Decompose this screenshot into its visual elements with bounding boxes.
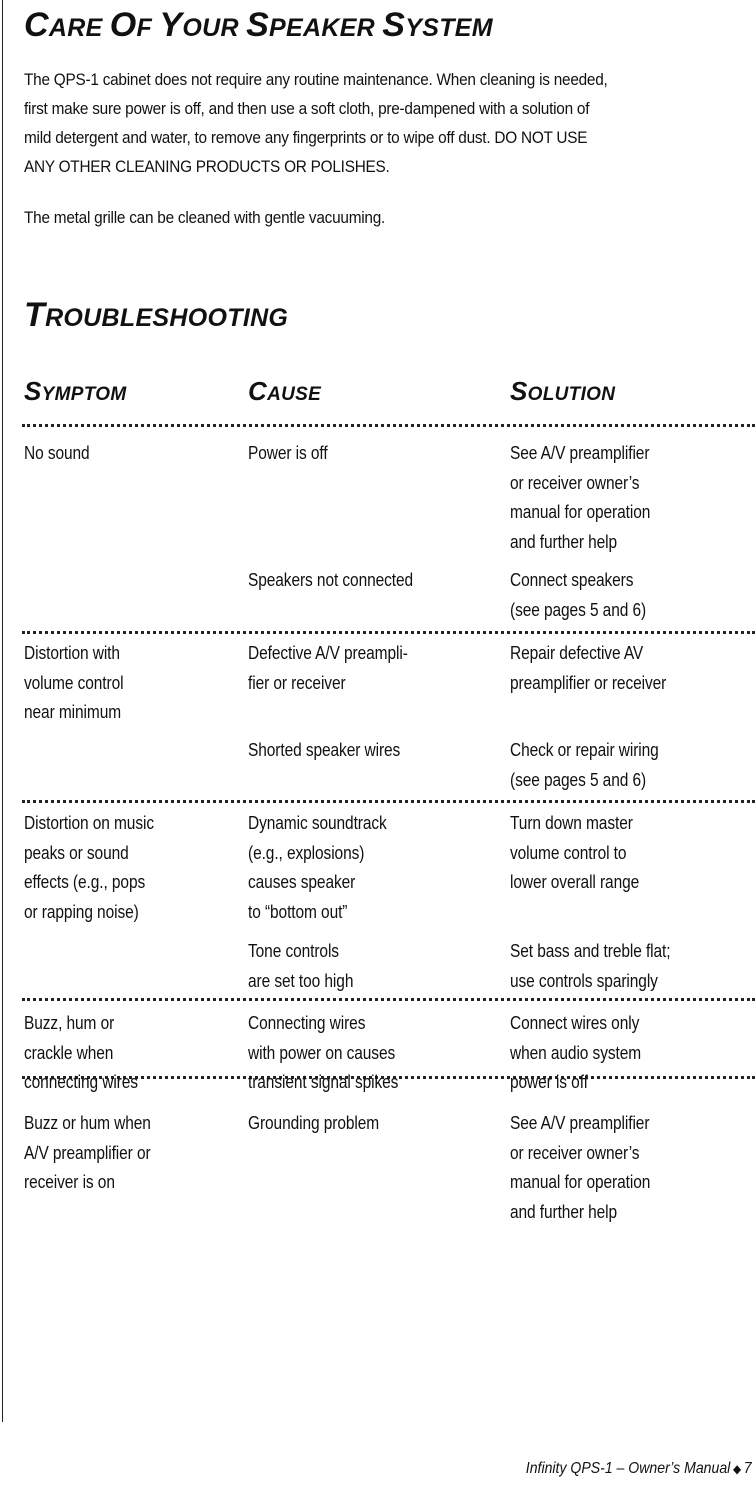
solution-line: (see pages 5 and 6) xyxy=(510,769,647,790)
solution-cell xyxy=(510,566,646,625)
solution-cell xyxy=(510,1109,650,1227)
solution-cell xyxy=(510,937,670,996)
cause-cell xyxy=(248,1109,379,1139)
symptom-line: or rapping noise) xyxy=(24,901,139,922)
symptom-line: effects (e.g., pops xyxy=(24,872,146,892)
cause-cell xyxy=(248,566,413,596)
symptom-line: near minimum xyxy=(24,702,122,722)
solution-line: (see pages 5 and 6) xyxy=(510,599,647,620)
cause-line: Defective A/V preampli- xyxy=(248,643,408,663)
solution-line: manual for operation xyxy=(510,1172,651,1192)
solution-line: preamplifier or receiver xyxy=(510,672,667,693)
row-divider xyxy=(22,800,755,803)
cause-line: Shorted speaker wires xyxy=(248,740,401,760)
troubleshooting-title: TROUBLESHOOTING xyxy=(24,296,289,334)
symptom-cell xyxy=(24,1109,151,1198)
cause-cell xyxy=(248,809,387,927)
solution-line: when audio system xyxy=(510,1042,642,1063)
solution-line: power is off xyxy=(510,1072,588,1092)
solution-line: or receiver owner’s xyxy=(510,1142,640,1163)
row-divider xyxy=(22,631,755,634)
cause-cell xyxy=(248,439,328,469)
symptom-line: Buzz, hum or xyxy=(24,1013,115,1033)
symptom-line: No sound xyxy=(24,443,90,463)
cause-line: fier or receiver xyxy=(248,672,346,693)
page-footer xyxy=(526,1460,752,1478)
solution-line: Turn down master xyxy=(510,813,633,833)
cause-line: Tone controls xyxy=(248,941,339,961)
solution-cell xyxy=(510,736,659,795)
page-number: 7 xyxy=(744,1460,752,1477)
care-section-title: CARE OF YOUR SPEAKER SYSTEM xyxy=(24,6,493,44)
symptom-line: volume control xyxy=(24,672,124,693)
symptom-column-header: SYMPTOM xyxy=(24,376,127,406)
solution-line: Check or repair wiring xyxy=(510,740,659,760)
cause-line: Dynamic soundtrack xyxy=(248,813,387,833)
left-margin-rule xyxy=(2,0,3,1422)
diamond-icon: ◆ xyxy=(733,1462,742,1476)
solution-line: Connect wires only xyxy=(510,1013,640,1033)
symptom-line: crackle when xyxy=(24,1042,114,1063)
solution-line: Connect speakers xyxy=(510,570,634,590)
paragraph-line: first make sure power is off, and then use a soft cloth, pre-dampened with a solution of xyxy=(24,100,590,118)
solution-line: lower overall range xyxy=(510,872,640,892)
symptom-line: connecting wires xyxy=(24,1072,138,1092)
symptom-line: Buzz or hum when xyxy=(24,1113,151,1133)
care-paragraph-cleaning xyxy=(24,66,754,182)
solution-line: and further help xyxy=(510,1201,618,1222)
paragraph-line: mild detergent and water, to remove any fingerprints or to wipe off dust. DO NOT USE xyxy=(24,129,588,147)
solution-line: volume control to xyxy=(510,842,627,863)
solution-cell xyxy=(510,809,639,898)
cause-line: (e.g., explosions) xyxy=(248,842,365,863)
paragraph-line: ANY OTHER CLEANING PRODUCTS OR POLISHES. xyxy=(24,158,390,176)
solution-line: Repair defective AV xyxy=(510,643,644,663)
symptom-cell xyxy=(24,639,123,728)
cause-line: Power is off xyxy=(248,443,328,463)
solution-line: See A/V preamplifier xyxy=(510,443,650,463)
solution-line: or receiver owner’s xyxy=(510,472,640,493)
cause-line: to “bottom out” xyxy=(248,901,348,922)
cause-line: are set too high xyxy=(248,970,354,991)
solution-line: Set bass and treble flat; xyxy=(510,941,671,961)
cause-line: Speakers not connected xyxy=(248,570,414,590)
symptom-cell xyxy=(24,439,90,469)
symptom-line: Distortion with xyxy=(24,643,120,663)
cause-line: with power on causes xyxy=(248,1042,396,1063)
symptom-line: A/V preamplifier or xyxy=(24,1142,151,1163)
paragraph-line: The QPS-1 cabinet does not require any routine maintenance. When cleaning is needed, xyxy=(24,71,608,89)
cause-line: causes speaker xyxy=(248,872,356,892)
cause-cell xyxy=(248,1009,398,1098)
symptom-line: Distortion on music xyxy=(24,813,154,833)
solution-line: and further help xyxy=(510,531,618,552)
symptom-line: peaks or sound xyxy=(24,842,129,863)
cause-line: Grounding problem xyxy=(248,1113,380,1133)
symptom-line: receiver is on xyxy=(24,1172,115,1192)
cause-cell xyxy=(248,736,400,766)
solution-cell xyxy=(510,439,650,557)
cause-line: Connecting wires xyxy=(248,1013,366,1033)
cause-cell xyxy=(248,937,353,996)
solution-cell xyxy=(510,1009,641,1098)
care-paragraph-grille: The metal grille can be cleaned with gentle vacuuming. xyxy=(24,209,386,227)
row-divider xyxy=(22,998,755,1001)
symptom-cell xyxy=(24,809,154,927)
solution-column-header: SOLUTION xyxy=(510,376,616,406)
cause-cell xyxy=(248,639,408,698)
symptom-cell xyxy=(24,1009,138,1098)
header-divider xyxy=(22,424,755,427)
manual-label: Infinity QPS-1 – Owner’s Manual xyxy=(526,1460,731,1477)
cause-line: transient signal spikes xyxy=(248,1072,399,1092)
solution-line: use controls sparingly xyxy=(510,970,658,991)
solution-line: manual for operation xyxy=(510,502,651,522)
solution-cell xyxy=(510,639,666,698)
cause-column-header: CAUSE xyxy=(248,376,322,406)
solution-line: See A/V preamplifier xyxy=(510,1113,650,1133)
